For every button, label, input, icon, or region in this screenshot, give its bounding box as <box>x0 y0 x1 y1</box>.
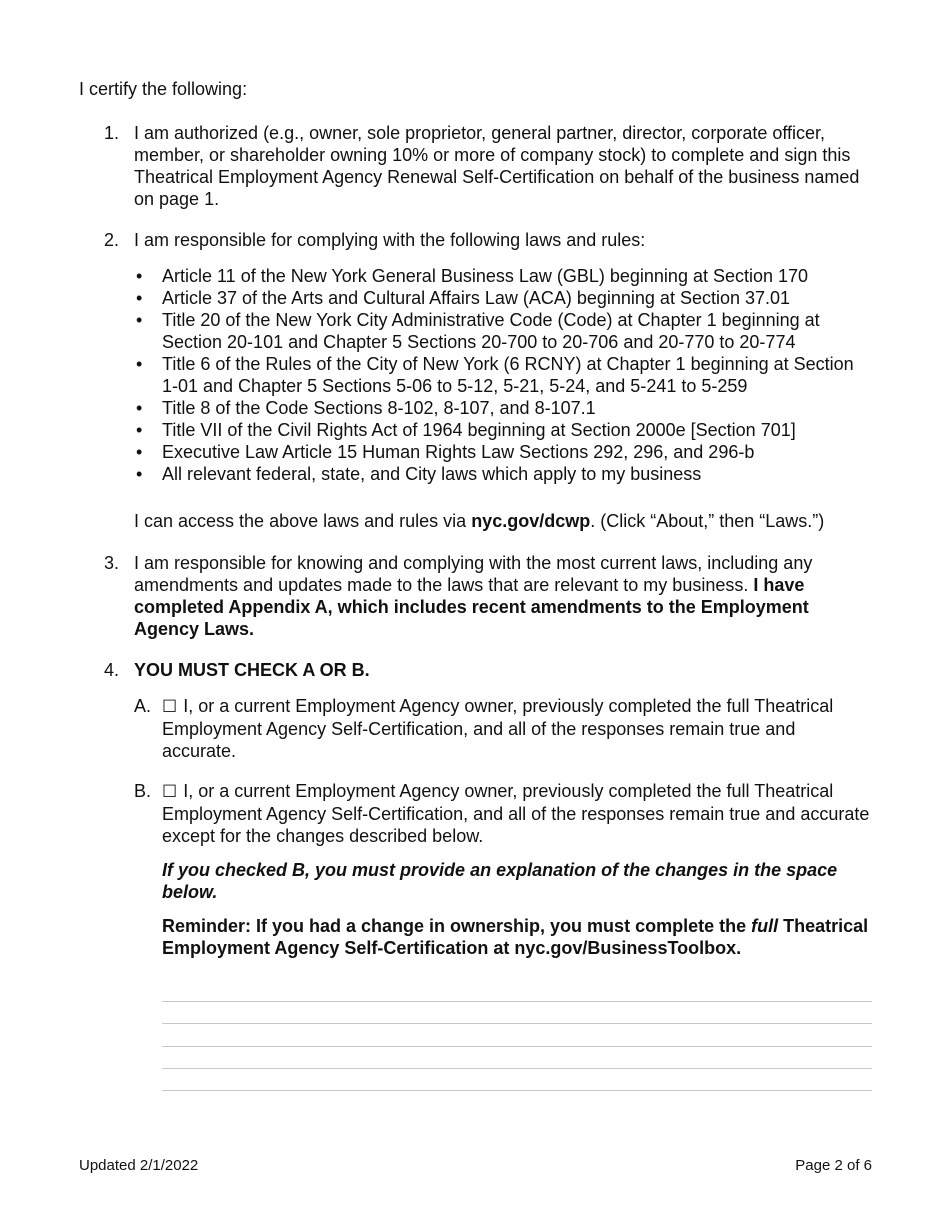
item-text: I am responsible for knowing and complying with the most current laws, including any amendments and updates made to the laws that are relevant to my business. I have completed Appendix A, which includes recent amendments to the Employment Agency Laws. <box>134 553 813 639</box>
laws-list <box>134 265 874 485</box>
certification-item-3 <box>104 552 864 640</box>
option-letter: A. <box>134 696 152 716</box>
certification-item-4 <box>104 659 864 681</box>
list-item: • Title 20 of the New York City Administrative Code (Code) at Chapter 1 beginning at Section 20-101 and Chapter 5 Sections 20-700 to 20-706 and 20-770 to 20-774 <box>136 310 820 352</box>
explanation-line-3[interactable] <box>162 1046 872 1047</box>
laws-access-note: I can access the above laws and rules via nyc.gov/dcwp. (Click “About,” then “Laws.”) <box>134 511 825 531</box>
item-text: I am authorized (e.g., owner, sole proprietor, general partner, director, corporate officer, member, or shareholder owning 10% or more of company stock) to complete and sign this Theatrical Employment Agency Renewal Self-Certification on behalf of the business named on page 1. <box>134 123 860 209</box>
ownership-reminder: Reminder: If you had a change in ownership, you must complete the full Theatrical Employment Agency Self-Certification at nyc.gov/BusinessToolbox. <box>162 916 869 958</box>
page-number: Page 2 of 6 <box>795 1157 872 1174</box>
bullet-icon: • <box>136 266 143 286</box>
list-item: • Executive Law Article 15 Human Rights Law Sections 292, 296, and 296-b <box>136 442 755 462</box>
list-item: • Article 11 of the New York General Business Law (GBL) beginning at Section 170 <box>136 266 809 286</box>
item-number: 3. <box>104 553 120 573</box>
option-a <box>134 695 874 762</box>
option-text: I, or a current Employment Agency owner, previously completed the full Theatrical Employment Agency Self-Certification, and all of the responses remain true and accurate. <box>162 696 834 761</box>
option-b-instruction: If you checked B, you must provide an explanation of the changes in the space below. <box>162 860 838 902</box>
bullet-icon: • <box>136 420 143 440</box>
bullet-icon: • <box>136 398 143 418</box>
list-item: • Article 37 of the Arts and Cultural Affairs Law (ACA) beginning at Section 37.01 <box>136 288 791 308</box>
certification-item-2 <box>104 229 864 251</box>
dcwp-link[interactable]: nyc.gov/dcwp <box>471 511 591 531</box>
list-item: • Title VII of the Civil Rights Act of 1964 beginning at Section 2000e [Section 701] <box>136 420 796 440</box>
bullet-icon: • <box>136 464 143 484</box>
bullet-icon: • <box>136 354 143 374</box>
option-letter: B. <box>134 781 152 801</box>
list-item: • Title 6 of the Rules of the City of New York (6 RCNY) at Chapter 1 beginning at Section 1-01 and Chapter 5 Sections 5-06 to 5-12, 5-21, 5-24, and 5-241 to 5-259 <box>136 354 854 396</box>
list-item: • All relevant federal, state, and City laws which apply to my business <box>136 464 702 484</box>
intro-text: I certify the following: <box>79 79 248 99</box>
item-number: 4. <box>104 660 120 680</box>
explanation-line-2[interactable] <box>162 1023 872 1024</box>
bullet-icon: • <box>136 310 143 330</box>
item-text: I am responsible for complying with the following laws and rules: <box>134 230 646 250</box>
certification-item-1 <box>104 122 864 210</box>
option-text: I, or a current Employment Agency owner, previously completed the full Theatrical Employment Agency Self-Certification, and all of the responses remain true and accurate except for the changes described below. <box>162 781 870 846</box>
explanation-line-1[interactable] <box>162 1001 872 1002</box>
explanation-line-4[interactable] <box>162 1068 872 1069</box>
bullet-icon: • <box>136 288 143 308</box>
item-number: 1. <box>104 123 120 143</box>
option-b-checkbox[interactable]: ☐ <box>162 782 178 802</box>
option-a-checkbox[interactable]: ☐ <box>162 697 178 717</box>
list-item: • Title 8 of the Code Sections 8-102, 8-107, and 8-107.1 <box>136 398 596 418</box>
explanation-line-5[interactable] <box>162 1090 872 1091</box>
item-heading: YOU MUST CHECK A OR B. <box>134 660 370 680</box>
updated-date: Updated 2/1/2022 <box>79 1157 199 1174</box>
bullet-icon: • <box>136 442 143 462</box>
option-b <box>134 780 874 847</box>
appendix-statement: I have completed Appendix A, which includes recent amendments to the Employment Agency Laws. <box>134 575 809 639</box>
item-number: 2. <box>104 230 120 250</box>
